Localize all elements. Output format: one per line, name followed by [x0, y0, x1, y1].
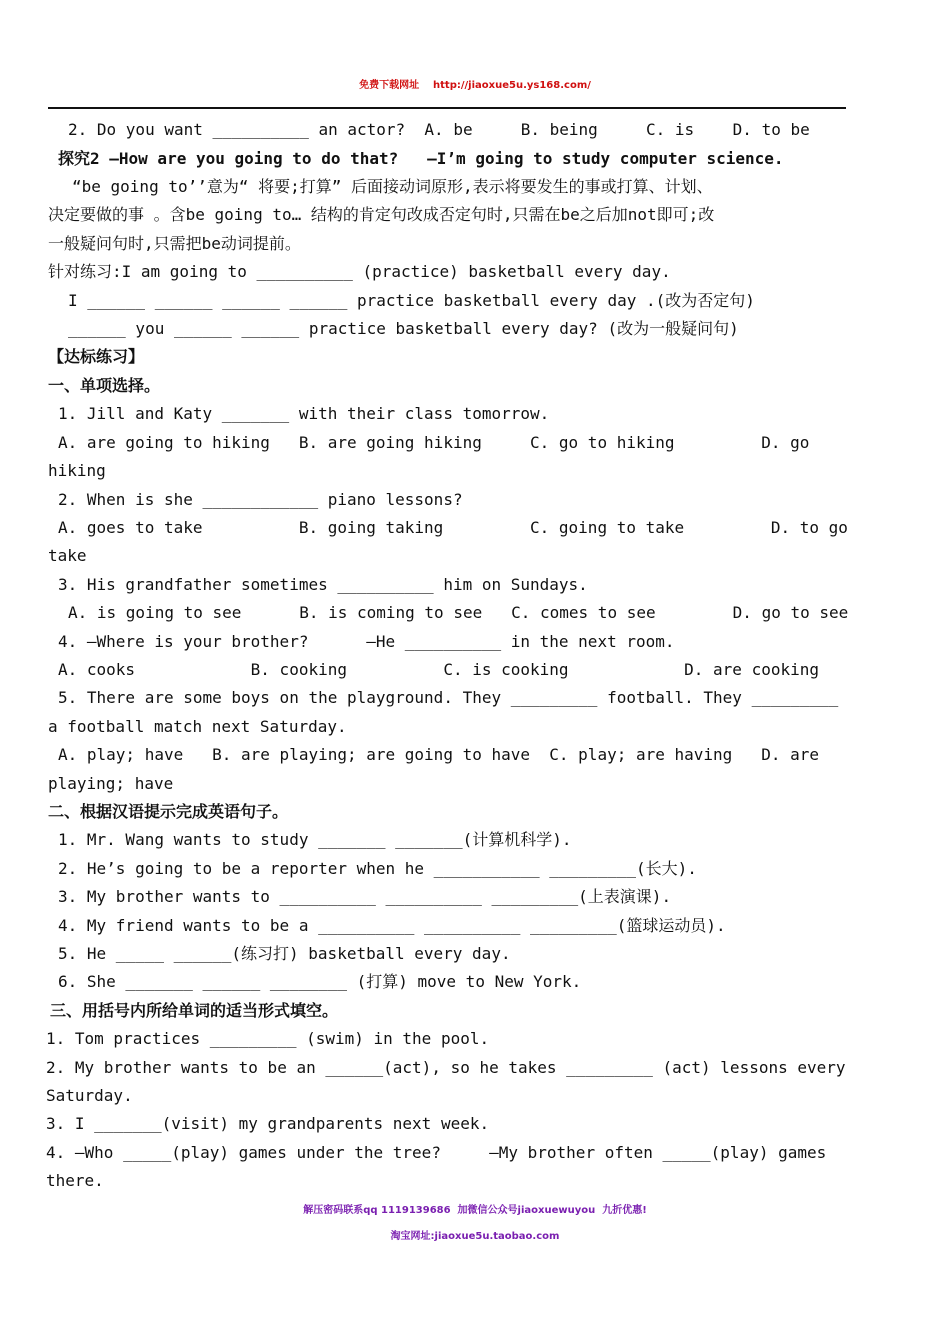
question-line: 1. Mr. Wang wants to study _______ _______(计算机科学).	[58, 830, 572, 849]
question-line: 2. My brother wants to be an ______(act), so he takes _________ (act) lessons every	[46, 1058, 846, 1077]
options-line: A. play; have B. are playing; are going to have C. play; are having D. are	[58, 745, 819, 764]
question-line: 2. He’s going to be a reporter when he ___________ _________(长大).	[58, 859, 697, 878]
site-url-link[interactable]: http://jiaoxue5u.ys168.com/	[433, 80, 591, 91]
question-line: 6. She _______ ______ ________ (打算) move to New York.	[58, 972, 582, 991]
options-line: A. are going to hiking B. are going hiking C. go to hiking D. go	[58, 433, 810, 452]
question-line: a football match next Saturday.	[48, 717, 347, 736]
question-line: 2. Do you want __________ an actor? A. be B. being C. is D. to be	[68, 120, 810, 139]
options-line: A. goes to take B. going taking C. going to take D. to go	[58, 518, 848, 537]
exercise-heading: 【达标练习】	[48, 347, 145, 366]
section-heading: 探究2 —How are you going to do that? —I’m going to study computer science.	[58, 149, 784, 168]
question-line: 5. There are some boys on the playground. They _________ football. They _________	[58, 688, 839, 707]
site-header	[0, 76, 950, 91]
practice-line: I ______ ______ ______ ______ practice basketball every day .(改为否定句)	[68, 291, 755, 310]
explanation-line: “be going to’’意为“ 将要;打算” 后面接动词原形,表示将要发生的事或打算、计划、	[72, 177, 713, 196]
practice-line: 针对练习:I am going to __________ (practice) basketball every day.	[48, 262, 671, 281]
section-3-title: 三、用括号内所给单词的适当形式填空。	[50, 1001, 339, 1020]
question-line: 1. Tom practices _________ (swim) in the pool.	[46, 1029, 490, 1048]
practice-line: ______ you ______ ______ practice basketball every day? (改为一般疑问句)	[68, 319, 739, 338]
explanation-line: 一般疑问句时,只需把be动词提前。	[48, 234, 301, 253]
question-line: 4. —Who _____(play) games under the tree? —My brother often _____(play) games	[46, 1143, 827, 1162]
section-2-title: 二、根据汉语提示完成英语句子。	[48, 802, 289, 821]
explanation-line: 决定要做的事 。含be going to… 结构的肯定句改成否定句时,只需在be之后加not即可;改	[48, 205, 715, 224]
section-1-title: 一、单项选择。	[48, 376, 161, 395]
site-label: 免费下载网址	[359, 80, 420, 91]
question-line: 2. When is she ____________ piano lessons?	[58, 490, 463, 509]
question-line: 3. I _______(visit) my grandparents next week.	[46, 1114, 490, 1133]
footer-contact: 解压密码联系qq 1119139686 加微信公众号jiaoxuewuyou 九折优惠!	[303, 1205, 647, 1216]
options-line: hiking	[48, 461, 106, 480]
options-line: take	[48, 546, 87, 565]
footer-shop-link[interactable]: 淘宝网址:jiaoxue5u.taobao.com	[390, 1231, 560, 1242]
question-line: there.	[46, 1171, 104, 1190]
header-divider	[48, 107, 846, 109]
question-line: 5. He _____ ______(练习打) basketball every day.	[58, 944, 511, 963]
options-line: playing; have	[48, 774, 174, 793]
question-line: 4. My friend wants to be a __________ __________ _________(篮球运动员).	[58, 916, 726, 935]
question-line: 4. —Where is your brother? —He __________ in the next room.	[58, 632, 675, 651]
question-line: Saturday.	[46, 1086, 133, 1105]
options-line: A. is going to see B. is coming to see C. comes to see D. go to see	[68, 603, 849, 622]
question-line: 3. His grandfather sometimes __________ him on Sundays.	[58, 575, 588, 594]
question-line: 3. My brother wants to __________ __________ _________(上表演课).	[58, 887, 672, 906]
options-line: A. cooks B. cooking C. is cooking D. are cooking	[58, 660, 819, 679]
question-line: 1. Jill and Katy _______ with their class tomorrow.	[58, 404, 550, 423]
